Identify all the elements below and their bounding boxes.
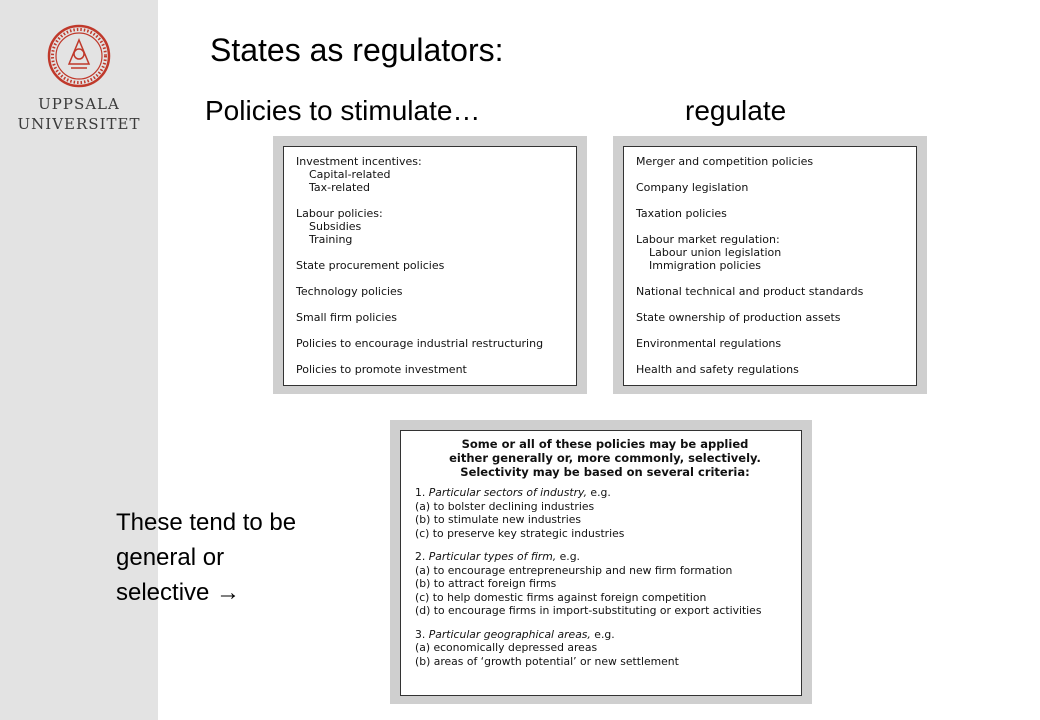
- criterion-heading: [415, 486, 795, 500]
- regulate-item-label: Taxation policies: [636, 207, 727, 220]
- stimulate-box: [283, 146, 577, 386]
- note-line: These tend to be: [116, 509, 297, 536]
- criterion-number: 1.: [415, 486, 429, 499]
- university-seal-icon: [47, 24, 111, 88]
- criterion-item: (a) economically depressed areas: [415, 641, 598, 654]
- criterion-section: [415, 550, 795, 618]
- regulate-item-group: [636, 233, 910, 272]
- logo-text-line2: UNIVERSITET: [17, 115, 141, 133]
- stimulate-item-group: [296, 207, 570, 246]
- criterion-number: 3.: [415, 627, 429, 641]
- selectivity-heading-line: Selectivity may be based on several criteria:: [460, 465, 750, 479]
- criterion-title: Particular geographical areas,: [428, 627, 591, 641]
- selectivity-body: [415, 431, 795, 678]
- stimulate-item-group: [296, 363, 570, 376]
- selectivity-heading-line: Some or all of these policies may be applied: [461, 437, 749, 451]
- regulate-item-subitem: Labour union legislation: [649, 246, 782, 259]
- regulate-box: [623, 146, 917, 386]
- stimulate-item-label: Policies to encourage industrial restructuring: [296, 337, 544, 350]
- regulate-panel: [613, 136, 927, 394]
- note-line: selective →: [116, 579, 241, 606]
- side-note: [116, 505, 376, 610]
- selectivity-heading: [415, 437, 795, 479]
- criterion-item: (a) to encourage entrepreneurship and new firm formation: [415, 563, 733, 577]
- stimulate-item-group: [296, 311, 570, 324]
- regulate-item-label: Company legislation: [636, 181, 749, 194]
- criterion-eg: e.g.: [587, 486, 611, 499]
- criterion-title: Particular types of firm,: [428, 550, 557, 563]
- selectivity-sections: [415, 486, 795, 668]
- criterion-item: (b) to stimulate new industries: [415, 513, 581, 526]
- regulate-item-group: [636, 155, 910, 168]
- stimulate-item-label: Labour policies:: [296, 207, 383, 220]
- subtitle-stimulate: Policies to stimulate…: [205, 95, 481, 126]
- regulate-item-group: [636, 311, 910, 324]
- stimulate-item-label: Technology policies: [296, 285, 403, 298]
- regulate-item-group: [636, 363, 910, 376]
- stimulate-item-group: [296, 155, 570, 194]
- stimulate-item-label: Small firm policies: [296, 311, 397, 324]
- regulate-item-group: [636, 181, 910, 194]
- criterion-item: (c) to help domestic firms against foreign competition: [415, 590, 707, 604]
- regulate-item-label: Health and safety regulations: [636, 363, 799, 376]
- stimulate-panel: [273, 136, 587, 394]
- stimulate-item-label: Policies to promote investment: [296, 363, 467, 376]
- page-title: States as regulators:: [210, 32, 504, 68]
- subtitle-regulate: regulate: [685, 95, 787, 126]
- criterion-eg: e.g.: [556, 550, 580, 563]
- criterion-item: (a) to bolster declining industries: [415, 499, 595, 513]
- criterion-section: [415, 486, 795, 540]
- criterion-section: [415, 628, 795, 669]
- regulate-item-label: Merger and competition policies: [636, 155, 814, 168]
- criterion-eg: e.g.: [590, 627, 615, 641]
- criterion-item: (b) areas of ‘growth potential’ or new settlement: [415, 654, 679, 668]
- selectivity-box: [400, 430, 802, 696]
- regulate-item-subitem: Immigration policies: [649, 259, 761, 272]
- note-line: general or: [116, 544, 225, 571]
- regulate-item-group: [636, 337, 910, 350]
- stimulate-item-subitem: Capital-related: [309, 168, 391, 181]
- selectivity-panel: [390, 420, 812, 704]
- regulate-item-group: [636, 207, 910, 220]
- logo-text-line1: UPPSALA: [38, 95, 120, 113]
- stimulate-item-subitem: Subsidies: [309, 220, 362, 233]
- regulate-list: [636, 155, 910, 389]
- selectivity-heading-line: either generally or, more commonly, selectively.: [449, 451, 761, 465]
- regulate-item-group: [636, 285, 910, 298]
- sidebar: [0, 0, 158, 720]
- stimulate-item-group: [296, 259, 570, 272]
- regulate-item-label: State ownership of production assets: [636, 311, 841, 324]
- criterion-title: Particular sectors of industry,: [428, 486, 587, 499]
- criterion-number: 2.: [415, 550, 429, 563]
- stimulate-item-subitem: Training: [309, 233, 353, 246]
- regulate-item-label: Labour market regulation:: [636, 233, 780, 246]
- stimulate-item-group: [296, 337, 570, 350]
- regulate-item-label: National technical and product standards: [636, 285, 864, 298]
- stimulate-list: [296, 155, 570, 389]
- stimulate-item-group: [296, 285, 570, 298]
- stimulate-item-label: Investment incentives:: [296, 155, 422, 168]
- regulate-item-label: Environmental regulations: [636, 337, 782, 350]
- criterion-heading: [415, 628, 795, 642]
- criterion-item: (c) to preserve key strategic industries: [415, 526, 625, 540]
- criterion-item: (b) to attract foreign firms: [415, 577, 557, 590]
- stimulate-item-subitem: Tax-related: [309, 181, 371, 194]
- criterion-item: (d) to encourage firms in import-substituting or export activities: [415, 604, 762, 617]
- criterion-heading: [415, 550, 795, 564]
- stimulate-item-label: State procurement policies: [296, 259, 445, 272]
